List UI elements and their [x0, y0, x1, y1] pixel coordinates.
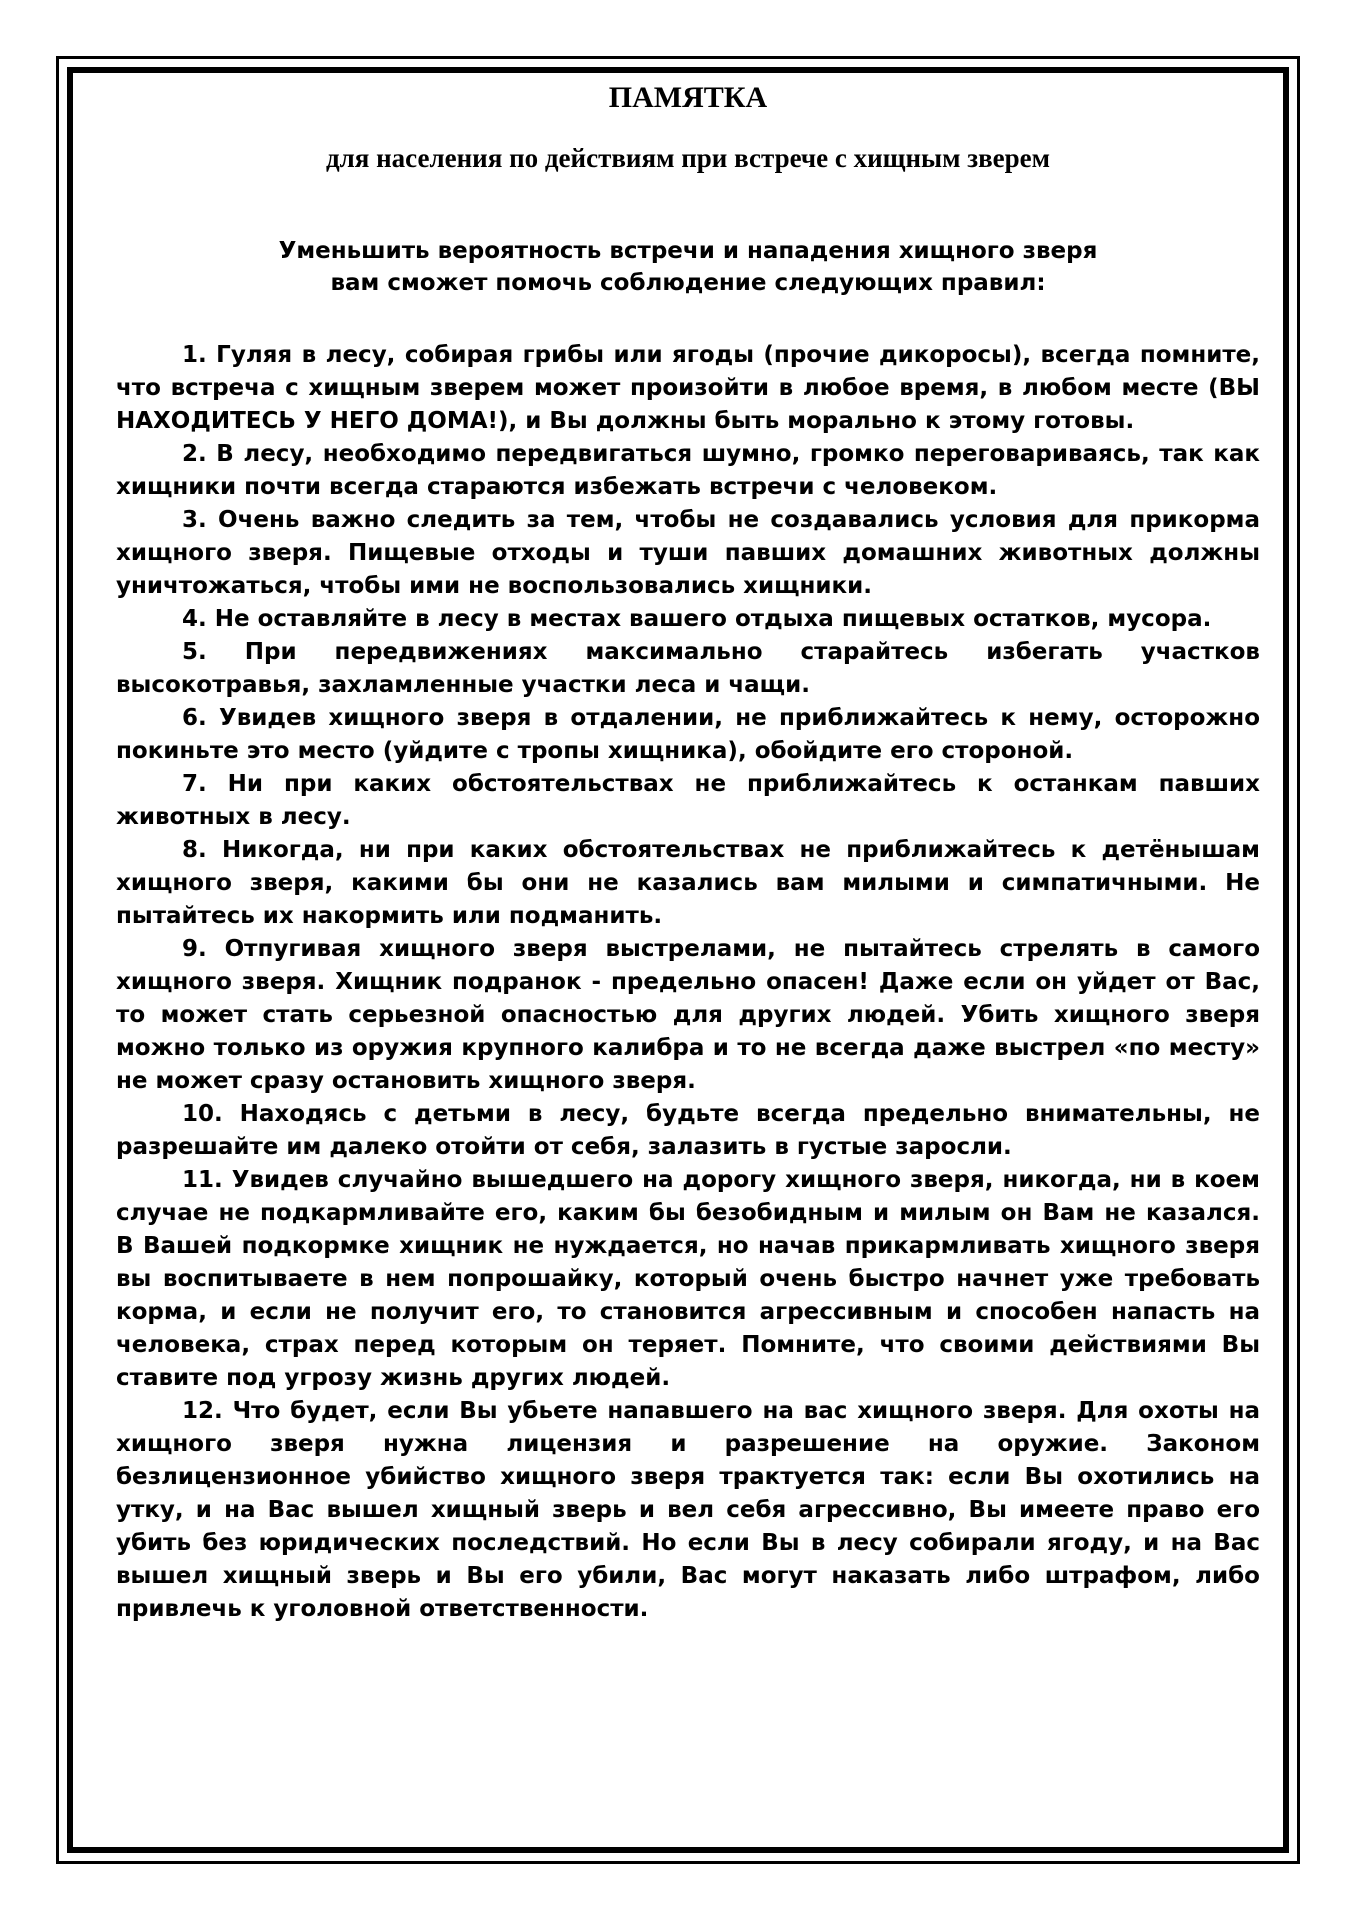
rule-item: 7. Ни при каких обстоятельствах не приближайтесь к останкам павших животных в лесу. — [116, 771, 1260, 831]
rule-item: 6. Увидев хищного зверя в отдалении, не приближайтесь к нему, осторожно покиньте это место (уйдите с тропы хищника), обойдите его стороной. — [116, 705, 1260, 765]
rules-list — [116, 339, 1260, 1626]
rule-item: 4. Не оставляйте в лесу в местах вашего отдыха пищевых остатков, мусора. — [182, 606, 1212, 633]
intro-line-1: Уменьшить вероятность встречи и нападения хищного зверя — [278, 238, 1098, 265]
intro-line-2: вам сможет помочь соблюдение следующих правил: — [330, 269, 1046, 296]
rule-item: 11. Увидев случайно вышедшего на дорогу хищного зверя, никогда, ни в коем случае не подкармливайте его, каким бы безобидным и милым он Вам не казался. В Вашей подкормке хищник не нуждается, но начав прикармливать хищного зверя вы воспитываете в нем попрошайку, который очень быстро начнет уже требовать корма, и если не получит его, то становится агрессивным и способен напасть на человека, страх перед которым он теряет. Помните, что своими действиями Вы ставите под угрозу жизнь других людей. — [116, 1167, 1260, 1392]
rule-item: 10. Находясь с детьми в лесу, будьте всегда предельно внимательны, не разрешайте им далеко отойти от себя, залазить в густые заросли. — [116, 1101, 1260, 1161]
rule-item: 12. Что будет, если Вы убьете напавшего на вас хищного зверя. Для охоты на хищного зверя нужна лицензия и разрешение на оружие. Законом безлицензионное убийство хищного зверя трактуется так: если Вы охотились на утку, и на Вас вышел хищный зверь и вел себя агрессивно, Вы имеете право его убить без юридических последствий. Но если Вы в лесу собирали ягоду, и на Вас вышел хищный зверь и Вы его убили, Вас могут наказать либо штрафом, либо привлечь к уголовной ответственности. — [116, 1398, 1260, 1623]
rule-item: 5. При передвижениях максимально старайтесь избегать участков высокотравья, захламленные участки леса и чащи. — [116, 639, 1260, 699]
rule-item: 2. В лесу, необходимо передвигаться шумно, громко переговариваясь, так как хищники почти всегда стараются избежать встречи с человеком. — [116, 441, 1260, 501]
rule-item: 9. Отпугивая хищного зверя выстрелами, не пытайтесь стрелять в самого хищного зверя. Хищник подранок - предельно опасен! Даже если он уйдет от Вас, то может стать серьезной опасностью для других людей. Убить хищного зверя можно только из оружия крупного калибра и то не всегда даже выстрел «по месту» не может сразу остановить хищного зверя. — [116, 936, 1260, 1095]
rule-item: 8. Никогда, ни при каких обстоятельствах не приближайтесь к детёнышам хищного зверя, какими бы они не казались вам милыми и симпатичными. Не пытайтесь их накормить или подманить. — [116, 837, 1260, 930]
document-body — [116, 80, 1260, 1626]
document-subtitle: для населения по действиям при встрече с хищным зверем — [325, 143, 1051, 173]
rule-item: 3. Очень важно следить за тем, чтобы не создавались условия для прикорма хищного зверя. Пищевые отходы и туши павших домашних животных должны уничтожаться, чтобы ими не воспользовались хищники. — [116, 507, 1260, 600]
intro-text — [116, 236, 1260, 299]
document-title: ПАМЯТКА — [608, 81, 768, 114]
rule-item: 1. Гуляя в лесу, собирая грибы или ягоды (прочие дикоросы), всегда помните, что встреча с хищным зверем может произойти в любое время, в любом месте (ВЫ НАХОДИТЕСЬ У НЕГО ДОМА!), и Вы должны быть морально к этому готовы. — [116, 342, 1260, 435]
